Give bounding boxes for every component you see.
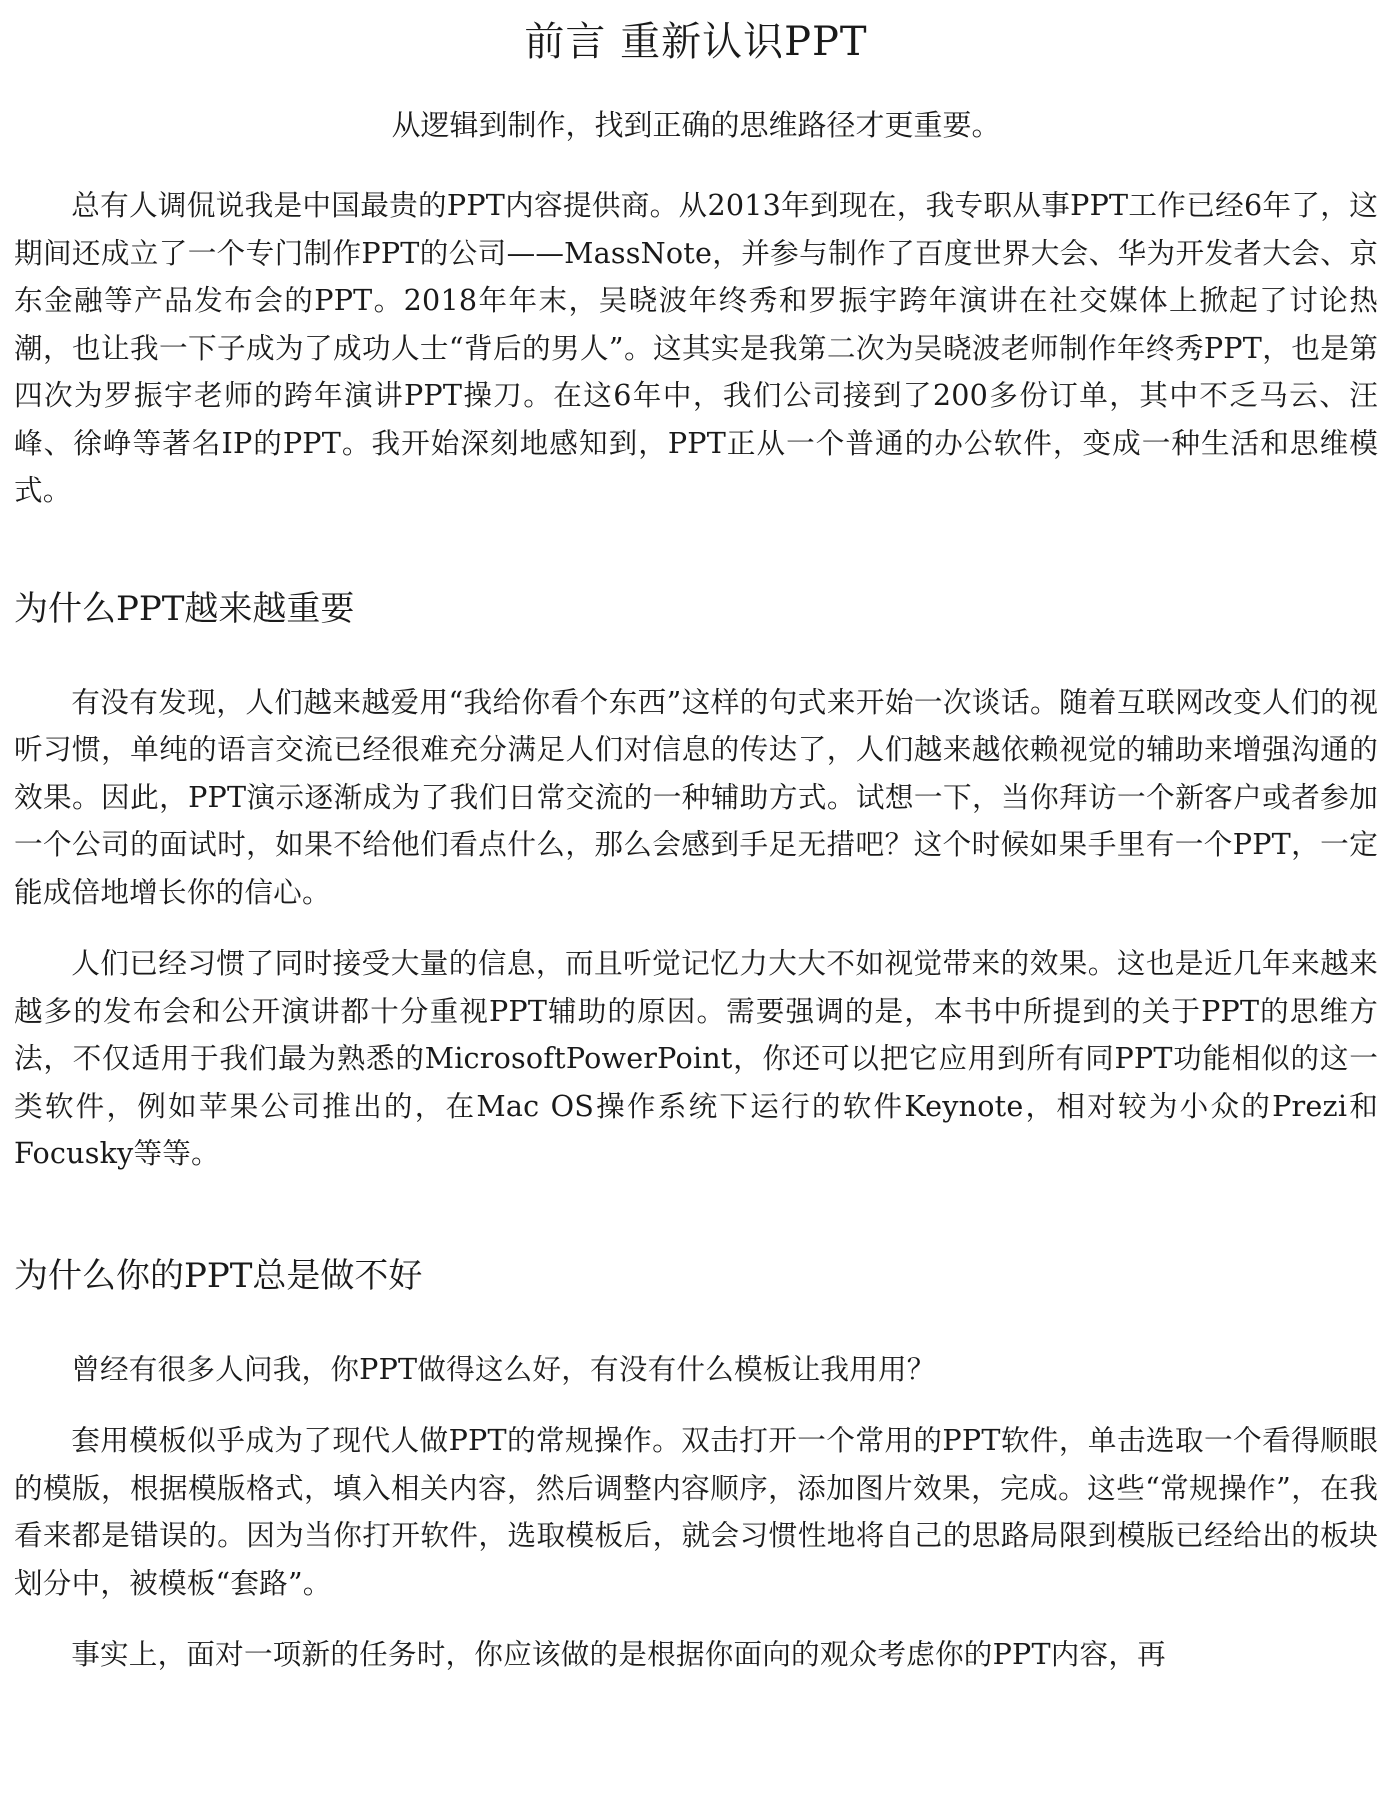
intro-paragraph: 总有人调侃说我是中国最贵的PPT内容提供商。从2013年到现在，我专职从事PPT工作已经6年了，这期间还成立了一个专门制作PPT的公司——MassNote，并参与制作了百度世界大会、华为开发者大会、京东金融等产品发布会的PPT。2018年年末，吴晓波年终秀和罗振宇跨年演讲在社交媒体上掀起了讨论热潮，也让我一下子成为了成功人士“背后的男人”。这其实是我第二次为吴晓波老师制作年终秀PPT，也是第四次为罗振宇老师的跨年演讲PPT操刀。在这6年中，我们公司接到了200多份订单，其中不乏马云、汪峰、徐峥等著名IP的PPT。我开始深刻地感知到，PPT正从一个普通的办公软件，变成一种生活和思维模式。 <box>14 188 1378 507</box>
paragraph: 事实上，面对一项新的任务时，你应该做的是根据你面向的观众考虑你的PPT内容，再 <box>71 1637 1166 1671</box>
paragraph: 套用模板似乎成为了现代人做PPT的常规操作。双击打开一个常用的PPT软件，单击选取一个看得顺眼的模版，根据模版格式，填入相关内容，然后调整内容顺序，添加图片效果，完成。这些“常规操作”，在我看来都是错误的。因为当你打开软件，选取模板后，就会习惯性地将自己的思路局限到模版已经给出的板块划分中，被模板“套路”。 <box>14 1423 1378 1600</box>
section-heading-why-ppt-important: 为什么PPT越来越重要 <box>14 588 355 629</box>
chapter-title: 前言 重新认识PPT <box>524 19 868 65</box>
paragraph: 人们已经习惯了同时接受大量的信息，而且听觉记忆力大大不如视觉带来的效果。这也是近几年来越来越多的发布会和公开演讲都十分重视PPT辅助的原因。需要强调的是，本书中所提到的关于PPT的思维方法，不仅适用于我们最为熟悉的MicrosoftPowerPoint，你还可以把它应用到所有同PPT功能相似的这一类软件，例如苹果公司推出的，在Mac OS操作系统下运行的软件Keynote，相对较为小众的Prezi和Focusky等等。 <box>14 946 1378 1170</box>
document-page <box>14 0 1378 1800</box>
paragraph: 有没有发现，人们越来越爱用“我给你看个东西”这样的句式来开始一次谈话。随着互联网改变人们的视听习惯，单纯的语言交流已经很难充分满足人们对信息的传达了，人们越来越依赖视觉的辅助来增强沟通的效果。因此，PPT演示逐渐成为了我们日常交流的一种辅助方式。试想一下，当你拜访一个新客户或者参加一个公司的面试时，如果不给他们看点什么，那么会感到手足无措吧？这个时候如果手里有一个PPT，一定能成倍地增长你的信心。 <box>14 684 1378 909</box>
chapter-subtitle: 从逻辑到制作，找到正确的思维路径才更重要。 <box>391 108 1001 142</box>
paragraph: 曾经有很多人问我，你PPT做得这么好，有没有什么模板让我用用？ <box>71 1351 936 1386</box>
section-heading-why-ppt-bad: 为什么你的PPT总是做不好 <box>14 1255 423 1296</box>
